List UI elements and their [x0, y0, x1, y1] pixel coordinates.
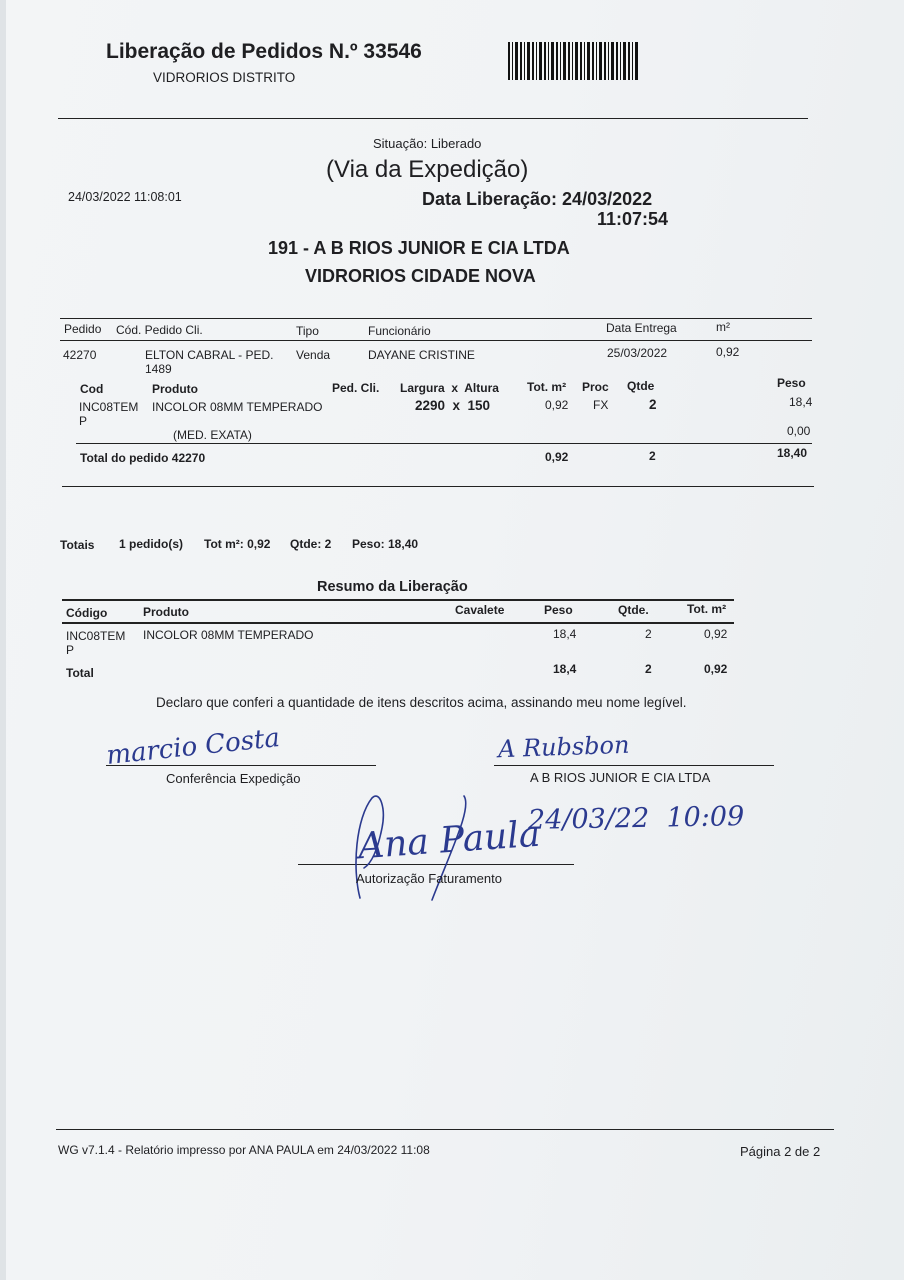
item-peso: 18,4: [789, 395, 813, 409]
summary-produto: INCOLOR 08MM TEMPERADO: [143, 628, 314, 642]
summary-header-tot-m2: Tot. m²: [687, 602, 727, 616]
item-note: (MED. EXATA): [173, 428, 252, 442]
client-name: 191 - A B RIOS JUNIOR E CIA LTDA: [268, 238, 570, 258]
order-cod-cli-line1: ELTON CABRAL - PED.: [145, 348, 274, 362]
conferencia-signature: marcio Costa: [104, 722, 282, 772]
order-total-m2: 0,92: [545, 450, 569, 464]
summary-title: Resumo da Liberação: [317, 579, 468, 595]
release-date: Data Liberação: 24/03/2022: [422, 189, 653, 209]
col-header-funcionario: Funcionário: [368, 324, 431, 338]
totals-qtde: Qtde: 2: [290, 537, 332, 551]
summary-codigo-line1: INC08TEM: [66, 629, 126, 643]
order-funcionario: DAYANE CRISTINE: [368, 348, 475, 362]
order-table-bottom-line: [62, 486, 814, 487]
totals-peso: Peso: 18,40: [352, 537, 419, 551]
summary-total-tot-m2: 0,92: [704, 662, 728, 676]
handwritten-date: 24/03/22 10:09: [527, 801, 745, 836]
autorizacao-label: Autorização Faturamento: [356, 871, 502, 886]
col-header-data-entrega: Data Entrega: [606, 321, 677, 335]
summary-codigo-line2: P: [66, 643, 75, 657]
order-total-qtde: 2: [649, 449, 656, 463]
item-header-proc: Proc: [582, 380, 609, 394]
item-cod-line2: P: [79, 414, 88, 428]
item-qtde: 2: [649, 397, 657, 412]
declaration-text: Declaro que conferi a quantidade de itens descritos acima, assinando meu nome legível.: [156, 695, 687, 710]
summary-total-peso: 18,4: [553, 662, 577, 676]
footer-page-number: Página 2 de 2: [740, 1144, 821, 1159]
client-store: VIDRORIOS CIDADE NOVA: [305, 266, 536, 286]
item-header-cod: Cod: [80, 382, 104, 396]
summary-header-qtde: Qtde.: [618, 603, 649, 617]
client-signature-line: [494, 765, 774, 766]
autorizacao-signature: Ana Paula: [356, 813, 542, 868]
item-header-produto: Produto: [152, 382, 198, 396]
via-label: (Via da Expedição): [326, 156, 529, 183]
summary-header-line: [62, 622, 734, 624]
company-name: VIDRORIOS DISTRITO: [153, 70, 296, 85]
summary-header-codigo: Código: [66, 606, 108, 620]
document-title: Liberação de Pedidos N.º 33546: [106, 40, 422, 63]
conferencia-label: Conferência Expedição: [166, 771, 301, 786]
summary-total-qtde: 2: [645, 662, 652, 676]
order-total-peso: 18,40: [777, 446, 808, 460]
order-m2: 0,92: [716, 345, 740, 359]
item-cod-line1: INC08TEM: [79, 400, 139, 414]
summary-tot-m2: 0,92: [704, 627, 728, 641]
item-header-tot-m2: Tot. m²: [527, 380, 567, 394]
order-total-label: Total do pedido 42270: [80, 451, 206, 465]
release-time: 11:07:54: [597, 209, 669, 229]
summary-peso: 18,4: [553, 627, 577, 641]
totals-tot-m2: Tot m²: 0,92: [204, 537, 271, 551]
summary-header-cavalete: Cavalete: [455, 603, 505, 617]
order-table-header-line: [60, 340, 812, 341]
item-dims: 2290 x 150: [415, 398, 491, 413]
totals-label: Totais: [60, 538, 95, 552]
summary-qtde: 2: [645, 627, 652, 641]
order-cod-cli-line2: 1489: [145, 362, 172, 376]
header-divider: [58, 118, 808, 119]
barcode: [508, 42, 638, 80]
summary-total-label: Total: [66, 666, 94, 680]
client-signature-label: A B RIOS JUNIOR E CIA LTDA: [530, 770, 711, 785]
item-header-qtde: Qtde: [627, 379, 655, 393]
item-tot-m2: 0,92: [545, 398, 569, 412]
order-tipo: Venda: [296, 348, 331, 362]
summary-header-peso: Peso: [544, 603, 573, 617]
order-pedido: 42270: [63, 348, 97, 362]
footer-report-info: WG v7.1.4 - Relatório impresso por ANA PAULA em 24/03/2022 11:08: [58, 1143, 430, 1157]
print-datetime: 24/03/2022 11:08:01: [68, 190, 182, 204]
item-produto: INCOLOR 08MM TEMPERADO: [152, 400, 323, 414]
item-header-largura-altura: Largura x Altura: [400, 381, 499, 395]
footer-line: [56, 1129, 834, 1130]
col-header-pedido: Pedido: [64, 322, 102, 336]
totals-pedidos: 1 pedido(s): [119, 537, 184, 551]
col-header-tipo: Tipo: [296, 324, 319, 338]
summary-header-produto: Produto: [143, 605, 189, 619]
order-total-line: [76, 443, 812, 444]
item-header-peso: Peso: [777, 376, 806, 390]
situation-label: Situação: Liberado: [373, 136, 482, 151]
item-header-ped-cli: Ped. Cli.: [332, 381, 380, 395]
summary-top-line: [62, 599, 734, 601]
item-proc: FX: [593, 398, 609, 412]
document-page: [6, 0, 904, 1280]
order-data-entrega: 25/03/2022: [607, 346, 668, 360]
col-header-m2: m²: [716, 320, 730, 334]
col-header-cod-pedido-cli: Cód. Pedido Cli.: [116, 323, 203, 337]
item-note-peso: 0,00: [787, 424, 811, 438]
client-signature: A Rubsbon: [497, 730, 630, 764]
autorizacao-signature-strokes: [342, 788, 502, 908]
order-table-top-line: [60, 318, 812, 319]
